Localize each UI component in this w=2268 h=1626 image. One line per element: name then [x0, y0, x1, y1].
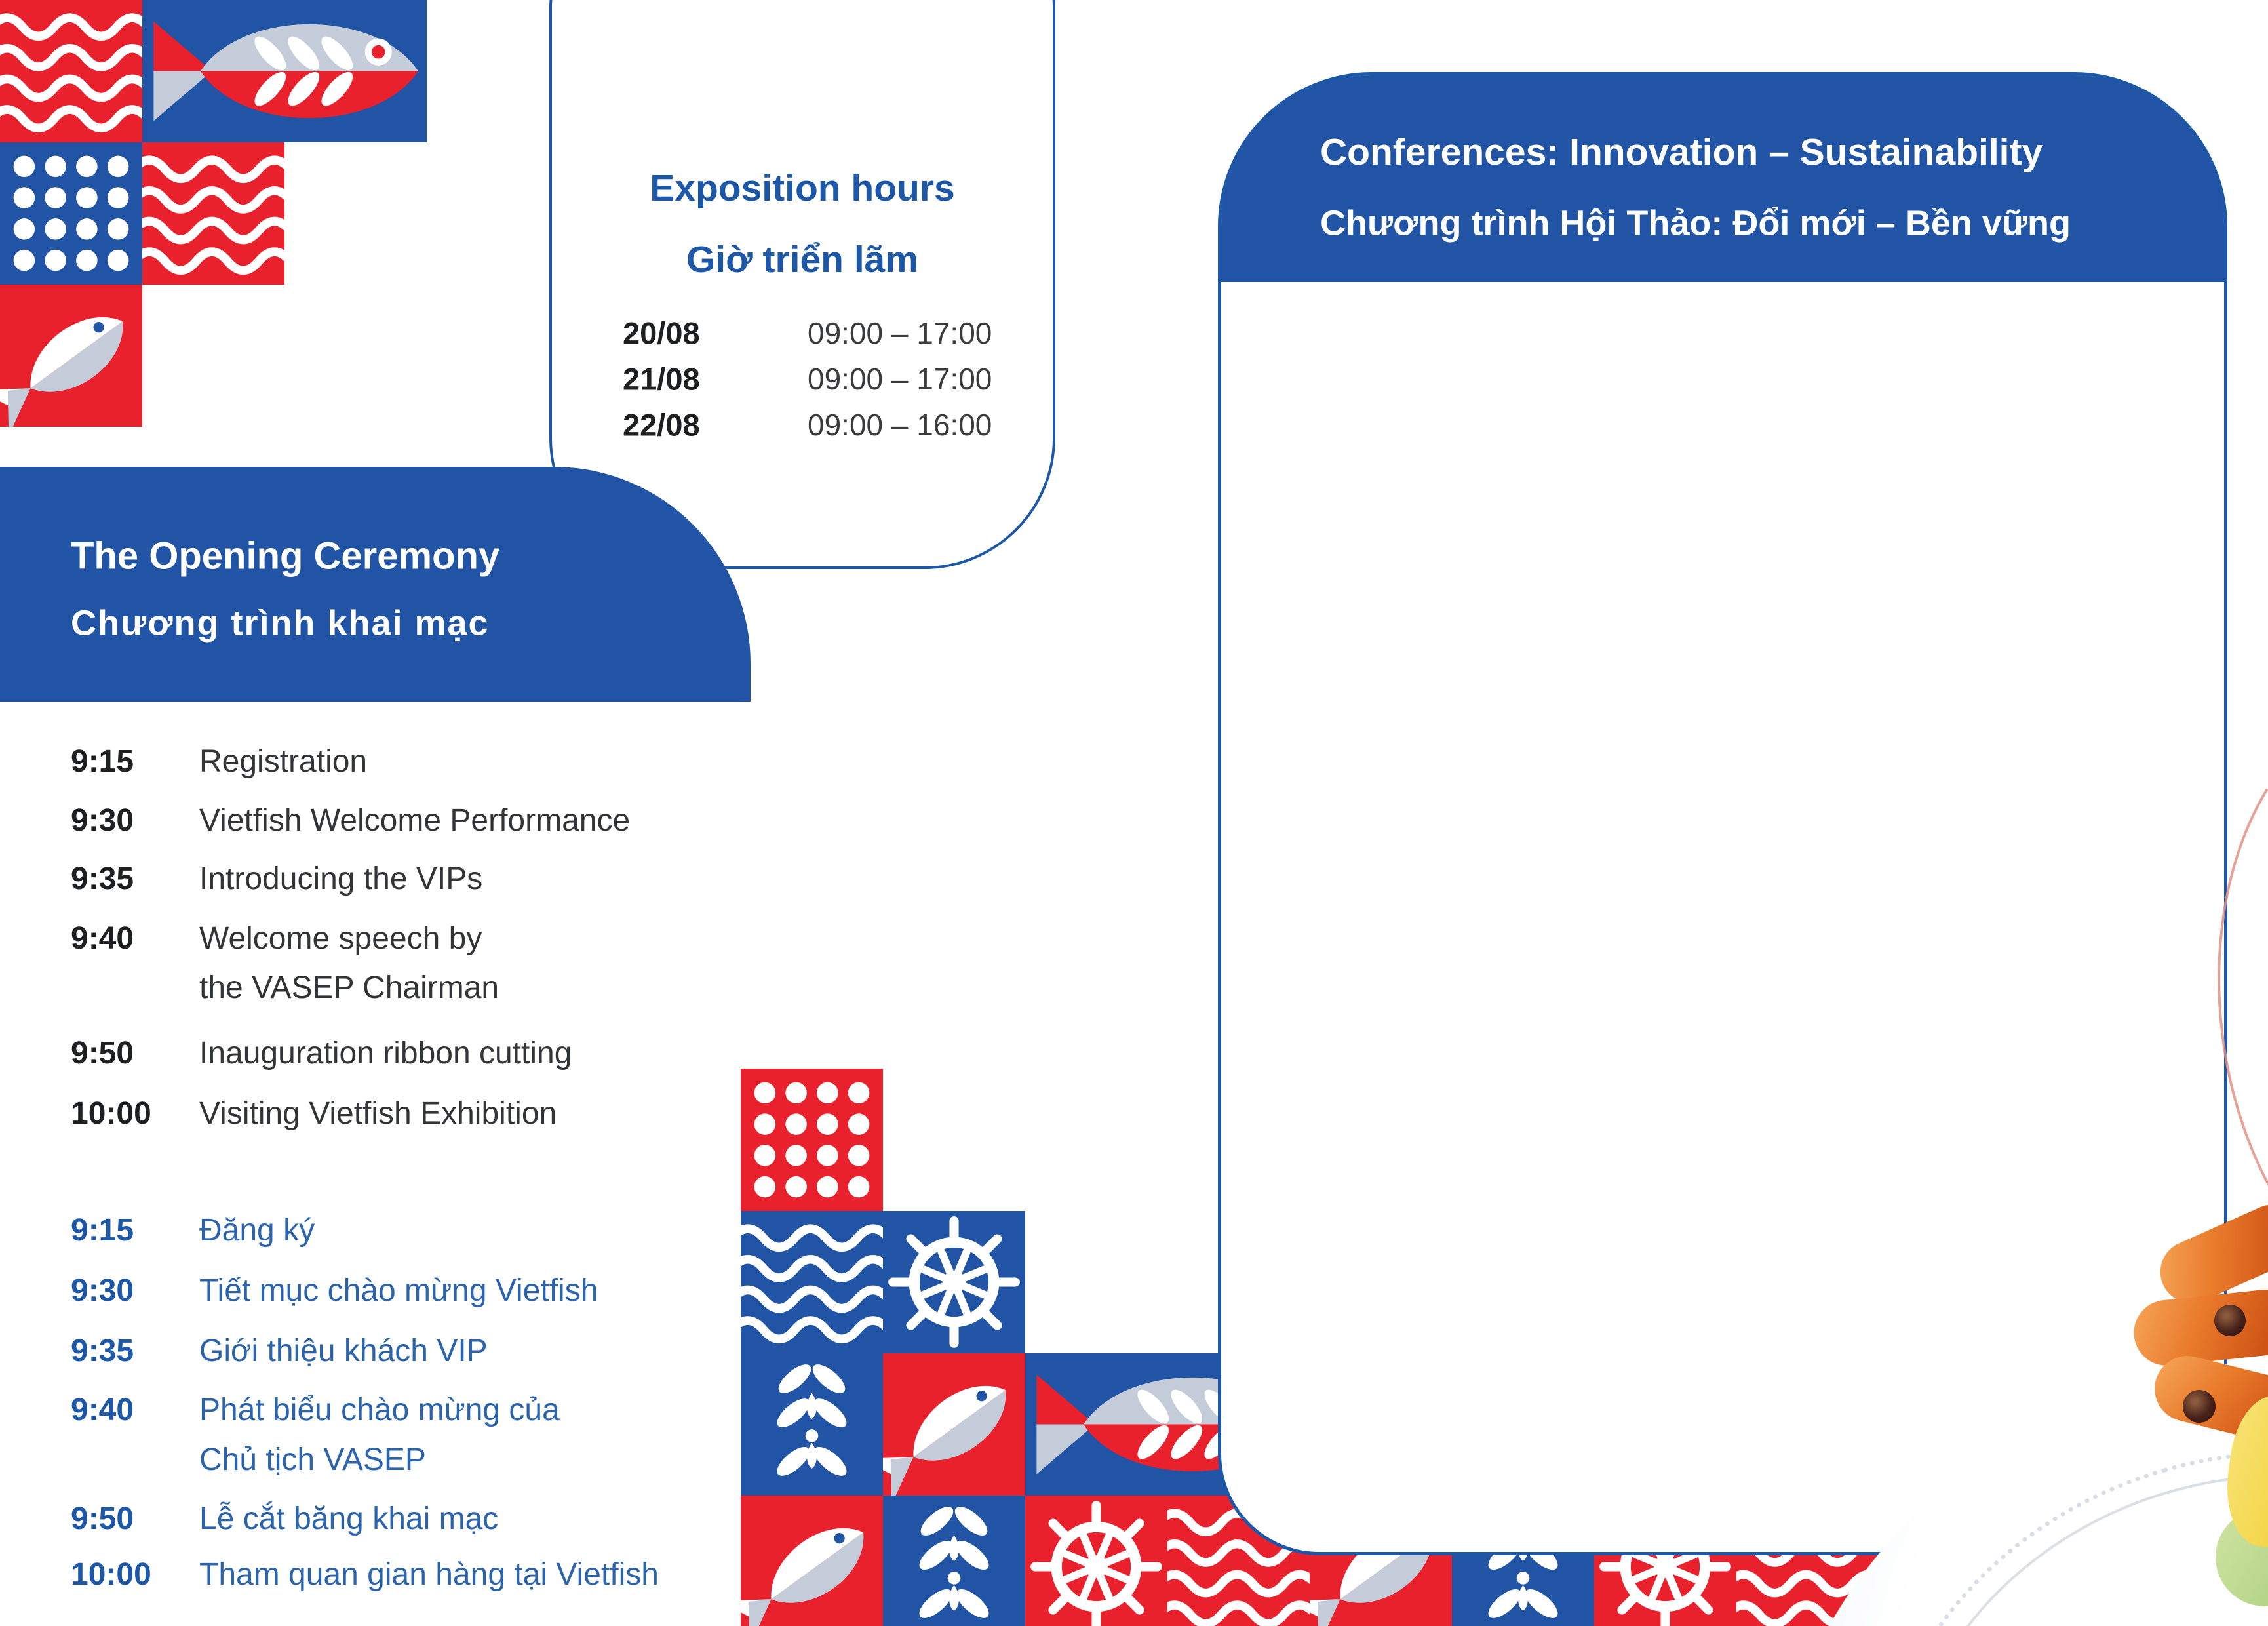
- schedule-time: 9:50: [71, 1501, 134, 1536]
- schedule-label: Lễ cắt băng khai mạc: [199, 1501, 499, 1536]
- schedule-label: Vietfish Welcome Performance: [199, 803, 631, 838]
- decor-tile-blue-wheat: [741, 1353, 883, 1496]
- conference-title-en: Conferences: Innovation – Sustainability: [1320, 131, 2043, 174]
- decor-tile-red-fish: [883, 1353, 1025, 1496]
- exposition-time: 09:00 – 16:00: [808, 407, 992, 442]
- schedule-label: Tham quan gian hàng tại Vietfish: [199, 1557, 659, 1592]
- conference-header-band: [1221, 75, 2224, 282]
- conference-card: [1218, 72, 2227, 1555]
- decor-tile-blue-waves: [741, 1211, 883, 1353]
- schedule-time: 9:35: [71, 861, 134, 896]
- opening-title-vi: Chương trình khai mạc: [71, 603, 490, 643]
- shrimp-eye: [2183, 1390, 2216, 1423]
- schedule-label: the VASEP Chairman: [199, 970, 499, 1005]
- decor-tile-red-dots: [741, 1069, 883, 1211]
- ship-wheel-icon: [883, 1211, 1025, 1353]
- conference-title-vi: Chương trình Hội Thảo: Đổi mới – Bền vững: [1320, 203, 2071, 243]
- fish-icon: [142, 0, 427, 142]
- exposition-time: 09:00 – 17:00: [808, 315, 992, 350]
- schedule-time: 9:40: [71, 921, 134, 956]
- schedule-time: 10:00: [71, 1096, 151, 1131]
- schedule-label: Chủ tịch VASEP: [199, 1442, 426, 1477]
- ship-wheel-icon: [1025, 1496, 1167, 1626]
- dots-icon: [741, 1069, 883, 1211]
- exposition-title-en: Exposition hours: [650, 167, 955, 210]
- dots-icon: [0, 142, 142, 285]
- waves-icon: [142, 142, 284, 285]
- schedule-time: 9:50: [71, 1035, 134, 1071]
- schedule-time: 9:15: [71, 1212, 134, 1248]
- schedule-time: 9:30: [71, 1273, 134, 1308]
- wheat-icon: [883, 1496, 1025, 1626]
- schedule-label: Giới thiệu khách VIP: [199, 1333, 488, 1368]
- decor-tile-blue-wheel: [883, 1211, 1025, 1353]
- schedule-label: Inauguration ribbon cutting: [199, 1035, 572, 1071]
- waves-icon: [0, 0, 142, 142]
- fish-icon: [883, 1353, 1025, 1496]
- waves-icon: [741, 1211, 883, 1353]
- decor-tile-blue-dots: [0, 142, 142, 285]
- decor-tile-blue-wheat: [883, 1496, 1025, 1626]
- decor-tile-red-fish: [0, 285, 142, 427]
- exposition-time: 09:00 – 17:00: [808, 361, 992, 396]
- schedule-label: Visiting Vietfish Exhibition: [199, 1096, 557, 1131]
- exposition-title-vi: Giờ triển lãm: [686, 239, 919, 281]
- decor-tile-red-waves: [0, 0, 142, 142]
- fish-icon: [741, 1496, 883, 1626]
- schedule-label: Đăng ký: [199, 1212, 315, 1248]
- schedule-time: 9:15: [71, 744, 134, 779]
- opening-title-en: The Opening Ceremony: [71, 534, 500, 578]
- opening-ceremony-panel: [0, 467, 751, 702]
- decor-tile-red-fish: [741, 1496, 883, 1626]
- fish-icon: [0, 285, 142, 427]
- schedule-time: 10:00: [71, 1557, 151, 1592]
- schedule-label: Registration: [199, 744, 368, 779]
- schedule-label: Tiết mục chào mừng Vietfish: [199, 1273, 598, 1308]
- exposition-date: 20/08: [623, 315, 700, 351]
- decor-tile-red-wheel: [1025, 1496, 1167, 1626]
- decor-tile-red-waves: [142, 142, 284, 285]
- schedule-label: Phát biểu chào mừng của: [199, 1392, 560, 1427]
- schedule-label: Welcome speech by: [199, 921, 482, 956]
- schedule-time: 9:35: [71, 1333, 134, 1368]
- schedule-label: Introducing the VIPs: [199, 861, 483, 896]
- wheat-icon: [741, 1353, 883, 1496]
- shrimp-eye: [2214, 1305, 2246, 1336]
- decor-tile-blue-fish-double: [142, 0, 427, 142]
- schedule-time: 9:30: [71, 803, 134, 838]
- schedule-time: 9:40: [71, 1392, 134, 1427]
- exposition-date: 22/08: [623, 407, 700, 443]
- exposition-date: 21/08: [623, 361, 700, 397]
